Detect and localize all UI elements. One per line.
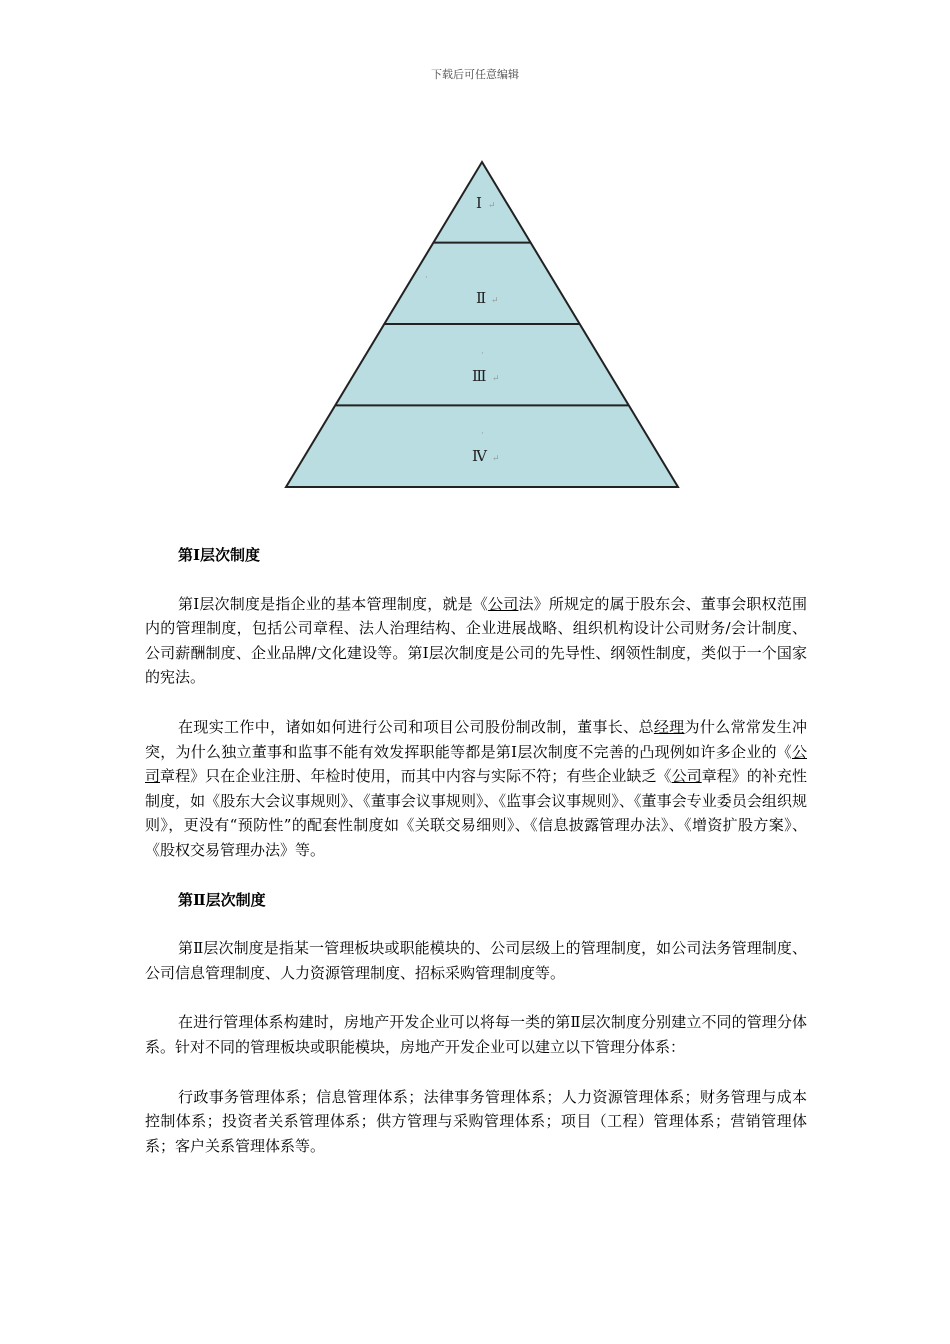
pyramid-mark-3: · bbox=[481, 429, 484, 439]
level-3-label: Ⅲ bbox=[472, 367, 487, 385]
pyramid-mark-2: · bbox=[481, 349, 484, 359]
return-mark-icon: ↵ bbox=[492, 374, 500, 384]
return-mark-icon: ↵ bbox=[492, 454, 500, 464]
section-2-paragraph-1: 第Ⅱ层次制度是指某一管理板块或职能模块的、公司层级上的管理制度，如公司法务管理制度、公司信息管理制度、人力资源管理制度、招标采购管理制度等。 bbox=[145, 939, 807, 982]
manager-link[interactable]: 经理 bbox=[653, 717, 685, 736]
company-link[interactable]: 公司 bbox=[145, 742, 807, 786]
text-run: 章程》只在企业注册、年检时使用，而其中内容与实际不符；有些企业缺乏《 bbox=[160, 767, 672, 786]
company-link[interactable]: 公司 bbox=[671, 767, 702, 786]
text-run: 章程》的补充性制度，如《股东大会议事规则》、《董事会议事规则》、《监事会议事规则》、《董事会专业委员会组织规则》，更没有“预防性”的配套性制度如《关联交易细则》、《信息披露管理办法》、《增资扩股方案》、《股权交易管理办法》等。 bbox=[145, 767, 807, 859]
pyramid-mark-1: · bbox=[425, 273, 428, 283]
text-run: 在现实工作中，诸如如何进行公司和项目公司股份制改制，董事长、总 bbox=[178, 717, 654, 736]
document-body bbox=[145, 543, 807, 1183]
level-2-label: Ⅱ bbox=[476, 289, 487, 307]
section-1-paragraph-1 bbox=[145, 592, 807, 690]
pyramid-diagram bbox=[270, 150, 690, 500]
company-law-link[interactable]: 公司 bbox=[488, 594, 519, 613]
level-1-label: Ⅰ bbox=[476, 194, 482, 212]
page-header: 下载后可任意编辑 bbox=[431, 68, 519, 81]
text-run: 为什么常常发生冲突，为什么独立董事和监事不能有效发挥职能等都是第Ⅰ层次制度不完善的凸现例如许多企业的《 bbox=[145, 717, 807, 761]
section-1-title: 第Ⅰ层次制度 bbox=[178, 546, 261, 564]
level-4-label: Ⅳ bbox=[472, 447, 487, 465]
section-2-title: 第Ⅱ层次制度 bbox=[178, 890, 266, 909]
text-run: 第Ⅰ层次制度是指企业的基本管理制度，就是《 bbox=[178, 594, 489, 613]
return-mark-icon: ↵ bbox=[488, 201, 496, 211]
section-1-paragraph-2 bbox=[145, 715, 807, 863]
section-2-paragraph-2: 在进行管理体系构建时，房地产开发企业可以将每一类的第Ⅱ层次制度分别建立不同的管理分体系。针对不同的管理板块或职能模块，房地产开发企业可以建立以下管理分体系： bbox=[145, 1013, 807, 1056]
text-run: 法》所规定的属于股东会、董事会职权范围内的管理制度，包括公司章程、法人治理结构、企业进展战略、组织机构设计公司财务/会计制度、公司薪酬制度、企业品牌/文化建设等。第Ⅰ层次制度是公司的先导性、纲领性制度，类似于一个国家的宪法。 bbox=[145, 594, 807, 687]
return-mark-icon: ↵ bbox=[491, 296, 499, 306]
section-2-paragraph-3: 行政事务管理体系；信息管理体系；法律事务管理体系；人力资源管理体系；财务管理与成本控制体系；投资者关系管理体系；供方管理与采购管理体系；项目（工程）管理体系；营销管理体系；客户关系管理体系等。 bbox=[145, 1087, 807, 1155]
